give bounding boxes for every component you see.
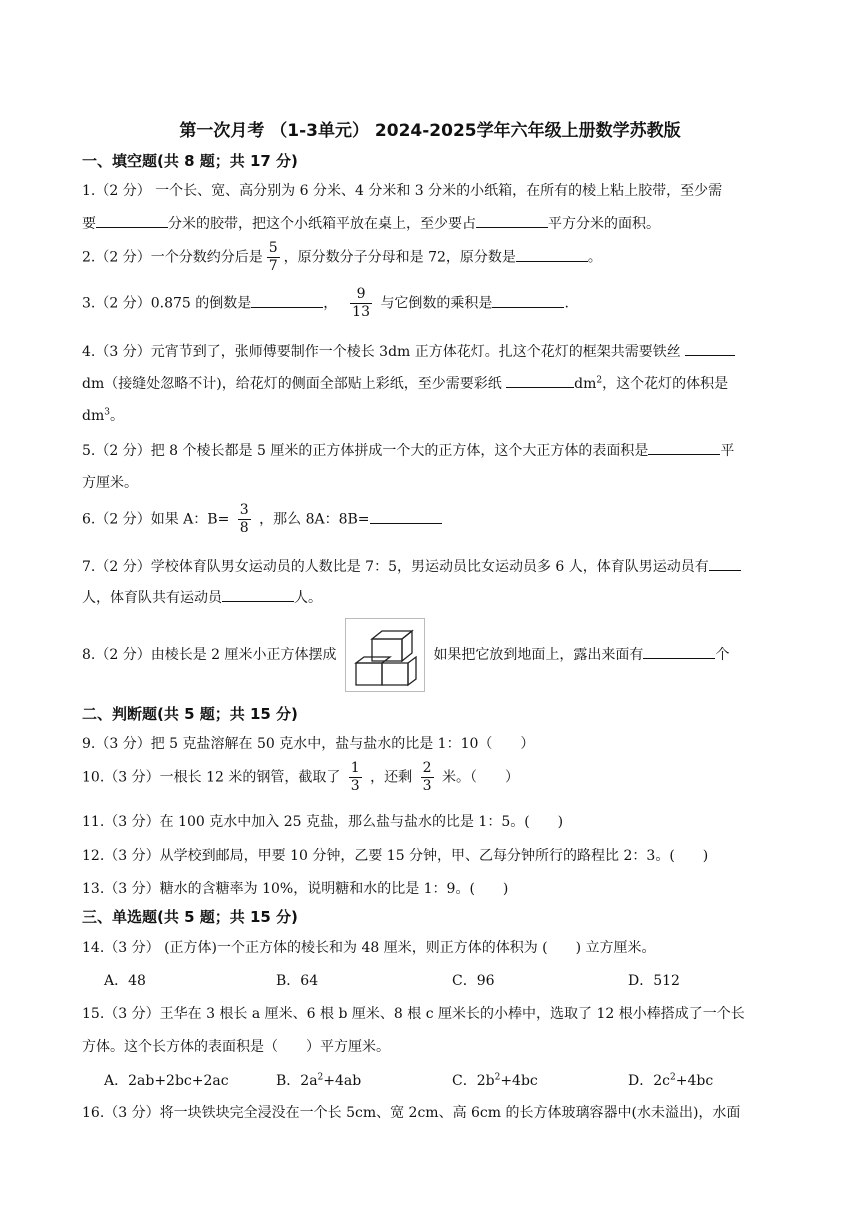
- answer-blank[interactable]: [492, 293, 564, 308]
- answer-blank[interactable]: [685, 341, 735, 356]
- question-15-line-1: 15.（3 分）王华在 3 根长 a 厘米、6 根 b 厘米、8 根 c 厘米长的小棒中，选取了 12 根小棒搭成了一个长: [82, 1006, 745, 1022]
- fraction: $\frac{9}{13}$: [352, 286, 370, 320]
- question-5-line-1: 5.（2 分）把 8 个棱长都是 5 厘米的正方体拼成一个大的正方体，这个大正方体的表面积是 平: [82, 440, 802, 460]
- question-15-line-2: 方体。这个长方体的表面积是（ ）平方厘米。: [82, 1039, 390, 1055]
- question-6: 6.（2 分）如果 A：B= $\frac{3}{8}$ ，那么 8A：8B=: [82, 502, 802, 537]
- section-fill-blank-heading: 一、填空题(共 8 题；共 17 分): [82, 152, 298, 170]
- fraction: $\frac{1}{3}$: [350, 760, 360, 794]
- question-12: 12.（3 分）从学校到邮局，甲要 10 分钟，乙要 15 分钟，甲、乙每分钟所行的路程比 2：3。( ): [82, 848, 709, 864]
- option-a[interactable]: A．2ab+2bc+2ac: [104, 1073, 229, 1089]
- option-c[interactable]: C．96: [452, 973, 495, 989]
- answer-blank[interactable]: [709, 556, 741, 571]
- answer-blank[interactable]: [251, 293, 323, 308]
- question-4-line-1: 4.（3 分）元宵节到了，张师傅要制作一个棱长 3dm 正方体花灯。扎这个花灯的框架共需要铁丝: [82, 341, 802, 361]
- option-a[interactable]: A．48: [104, 973, 146, 989]
- answer-blank[interactable]: [222, 587, 294, 602]
- fraction: $\frac{5}{7}$: [268, 240, 278, 274]
- question-5-line-2: 方厘米。: [82, 475, 138, 491]
- question-13: 13.（3 分）糖水的含糖率为 10%，说明糖和水的比是 1：9。( ): [82, 881, 509, 897]
- question-14: 14.（3 分） (正方体)一个正方体的棱长和为 48 厘米，则正方体的体积为 ( ) 立方厘米。: [82, 940, 656, 956]
- option-b[interactable]: B．64: [276, 973, 319, 989]
- question-3: 3.（2 分）0.875 的倒数是 ， $\frac{9}{13}$ 与它倒数的乘积是 .: [82, 286, 569, 320]
- cube-stack-image: [345, 618, 425, 692]
- answer-blank[interactable]: [516, 247, 588, 262]
- question-11: 11.（3 分）在 100 克水中加入 25 克盐，那么盐与盐水的比是 1：5。( ): [82, 814, 564, 830]
- option-c[interactable]: C．$2b^2+4bc$: [452, 1072, 538, 1089]
- question-16: 16.（3 分）将一块铁块完全浸没在一个长 5cm、宽 2cm、高 6cm 的长方体玻璃容器中(水未溢出)，水面: [82, 1105, 741, 1121]
- option-b[interactable]: B．$2a^2+4ab$: [276, 1072, 362, 1089]
- answer-blank[interactable]: [643, 644, 715, 659]
- answer-blank[interactable]: [96, 213, 168, 228]
- answer-blank[interactable]: [476, 213, 548, 228]
- question-7-line-1: 7.（2 分）学校体育队男女运动员的人数比是 7：5，男运动员比女运动员多 6 人，体育队男运动员有: [82, 556, 802, 576]
- answer-blank[interactable]: [648, 440, 720, 455]
- section-true-false-heading: 二、判断题(共 5 题；共 15 分): [82, 705, 298, 723]
- fraction: $\frac{3}{8}$: [239, 502, 249, 536]
- question-8: 8.（2 分）由棱长是 2 厘米小正方体摆成 如果把它放到地面上，露出来面有 个: [82, 618, 802, 692]
- question-4-line-3: $dm^3$。: [82, 407, 124, 424]
- section-multiple-choice-heading: 三、单选题(共 5 题；共 15 分): [82, 908, 298, 926]
- fraction: $\frac{2}{3}$: [422, 760, 432, 794]
- answer-blank[interactable]: [370, 509, 442, 524]
- option-d[interactable]: D．$2c^2+4bc$: [628, 1072, 714, 1089]
- question-9: 9.（3 分）把 5 克盐溶解在 50 克水中，盐与盐水的比是 1：10（ ）: [82, 736, 535, 752]
- question-10: 10.（3 分）一根长 12 米的钢管，截取了 $\frac{1}{3}$ ，还剩 $\frac{2}{3}$ 米。（ ）: [82, 760, 519, 794]
- question-4-line-2: dm（接缝处忽略不计)，给花灯的侧面全部贴上彩纸，至少需要彩纸 $dm^2$，这个花灯的体积是: [82, 373, 802, 393]
- page-title: 第一次月考 （1-3单元） 2024-2025学年六年级上册数学苏教版: [179, 121, 681, 141]
- answer-blank[interactable]: [506, 373, 574, 388]
- question-1-line-1: 1.（2 分） 一个长、宽、高分别为 6 分米、4 分米和 3 分米的小纸箱，在所有的棱上粘上胶带，至少需: [82, 183, 723, 199]
- question-1-line-2: 要 分米的胶带，把这个小纸箱平放在桌上，至少要占 平方分米的面积。: [82, 213, 802, 233]
- option-d[interactable]: D．512: [628, 973, 680, 989]
- question-2: 2.（2 分）一个分数约分后是 $\frac{5}{7}$ ，原分数分子分母和是 72，原分数是 。: [82, 240, 602, 274]
- question-7-line-2: 人，体育队共有运动员 人。: [82, 587, 802, 607]
